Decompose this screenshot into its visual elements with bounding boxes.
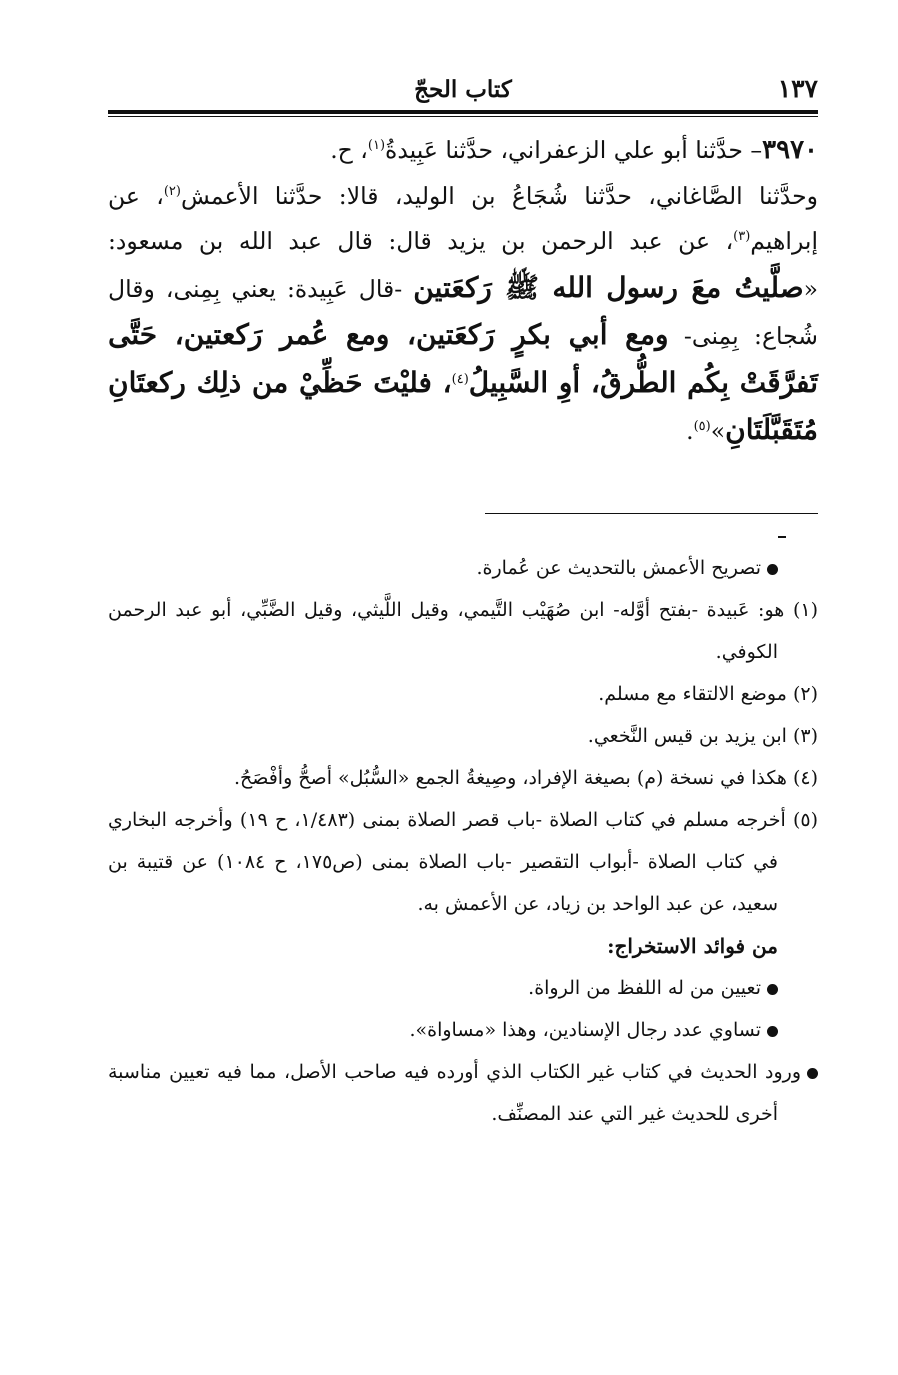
footnote-separator (485, 513, 818, 514)
matn-part-2: ومع أبي بكرٍ رَكعَتين، ومع عُمر رَكعتين، حَتَّى تَفرَّقَتْ بِكُم الطُّرقُ، أوِ السَّبِيلُ (108, 318, 818, 399)
footnote-ref-4: (٤) (451, 371, 469, 387)
bullet-icon (767, 564, 778, 575)
header-rule-thin (108, 116, 818, 117)
bullet-icon (807, 1068, 818, 1079)
isnad-first-line (108, 128, 818, 174)
benefits-heading: من فوائد الاستخراج: (607, 934, 778, 958)
isnad-second: وحدَّثنا الصَّاغاني، حدَّثنا شُجَاعُ بن الوليد، قالا: حدَّثنا الأعمش (180, 181, 818, 210)
isnad-end: ، ح. (330, 136, 368, 164)
footnote-ref-3: (٣) (733, 229, 751, 245)
bullet-note-text: تصريح الأعمش بالتحديث عن عُمارة. (476, 557, 761, 579)
bullet-icon (767, 1026, 778, 1037)
footnote-4: (٤) هكذا في نسخة (م) بصيغة الإفراد، وصِيغةُ الجمع «السُّبُل» أصحُّ وأفْصَحُ. (233, 767, 818, 789)
footnote-1: (١) هو: عَبيدة -بفتح أوَّله- ابن صُهَيْب التَّيمي، وقيل اللَّيثي، وقيل الضَّبِّي، أبو عبد الرحمن الكوفي. (108, 599, 818, 663)
footnote-ref-5: (٥) (693, 419, 711, 435)
isnad-abdurrahman: ، عن عبد الرحمن بن يزيد قال: قال عبد الله بن مسعود: « (108, 227, 818, 303)
matn-part-1: صلَّيتُ معَ رسول الله ﷺ رَكعَتين (413, 270, 804, 304)
benefit-1-text: تعيين من له اللفظ من الرواة. (528, 977, 761, 999)
page-number: ١٣٧ (777, 74, 818, 103)
isnad-text: – حدَّثنا أبو علي الزعفراني، حدَّثنا عَبِيدةُ (385, 136, 763, 164)
page-header (108, 72, 818, 110)
benefit-2-text: تساوي عدد رجال الإسنادين، وهذا «مساواة». (409, 1019, 761, 1041)
footnote-ref-2: (٢) (163, 183, 181, 199)
footnote-3: (٣) ابن يزيد بن قيس النَّخعي. (587, 725, 818, 747)
hadith-body (108, 174, 818, 455)
header-rule-thick (108, 110, 818, 114)
benefit-3 (108, 1051, 818, 1135)
hadith-number: ٣٩٧٠ (762, 135, 818, 165)
benefit-3-text: ورود الحديث في كتاب غير الكتاب الذي أورده فيه صاحب الأصل، مما فيه تعيين مناسبة أخرى للحديث غير التي عند المصنِّف. (108, 1061, 801, 1125)
narrator-aside: -قال عَبِيدة: يعني بِمِنى، وقال شُجاع: بِمِنى- (108, 274, 818, 350)
matn-part-3: ، فليْتَ حَظِّيْ من ذلِك ركعتَانِ مُتَقَبَّلَتَانِ (108, 365, 818, 446)
quote-close: » (710, 417, 726, 445)
benefit-2 (108, 1009, 818, 1051)
footnotes (108, 547, 818, 1135)
hadith-text (108, 128, 818, 455)
bullet-icon (767, 984, 778, 995)
bullet-note (108, 547, 818, 589)
benefit-1 (108, 967, 818, 1009)
hadith-end: . (686, 417, 694, 445)
footnote-dash-mark (778, 536, 786, 538)
footnote-ref-1: (١) (367, 138, 386, 154)
footnote-2: (٢) موضع الالتقاء مع مسلم. (598, 683, 818, 705)
running-title: كتاب الحجّ (414, 76, 512, 103)
footnote-5: (٥) أخرجه مسلم في كتاب الصلاة -باب قصر الصلاة بمنى (١/٤٨٣، ح ١٩) وأخرجه البخاري في كتاب الصلاة -أبواب التقصير -باب الصلاة بمنى (ص١٧٥، ح ١٠٨٤) عن قتيبة بن سعيد، عن عبد الواحد بن زياد، عن الأعمش به. (108, 809, 818, 915)
isnad-ibrahim: ، عن إبراهيم (108, 181, 818, 255)
